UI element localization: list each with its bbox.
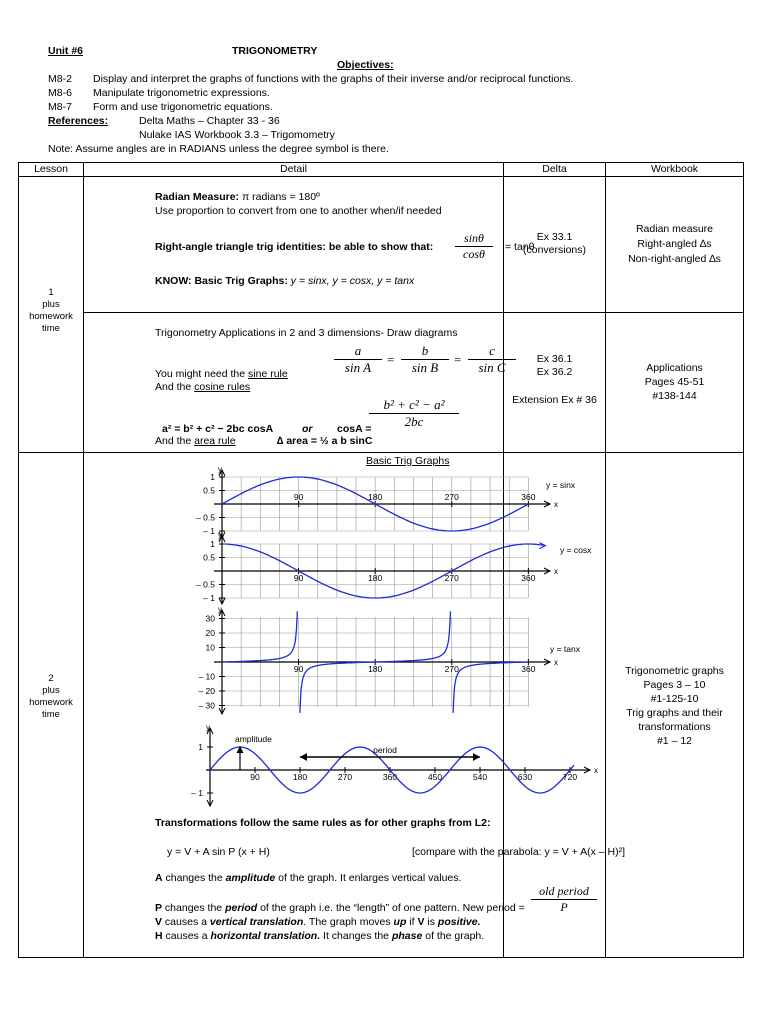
trig-graphs (84, 465, 598, 825)
x-tick-label: 360 (382, 772, 398, 782)
h-text: It changes the (320, 930, 392, 942)
graphs-title: Basic Trig Graphs (366, 455, 450, 467)
lesson-cell (19, 453, 84, 958)
workbook-item: Right-angled ∆s (637, 238, 712, 250)
h-emphasis: horizontal translation. (210, 930, 321, 942)
x-axis-label: x (554, 500, 558, 509)
sine-rule-prefix: You might need the (155, 368, 249, 380)
header-workbook: Workbook (606, 163, 744, 177)
y-axis-label: y (218, 465, 222, 474)
v-symbol: V (155, 916, 163, 928)
x-tick-label: 180 (368, 664, 383, 674)
tangent-label: y = tanx (550, 644, 581, 654)
references-label: References: (48, 115, 109, 127)
delta-item: Ex 36.2 (536, 366, 573, 378)
y-axis-label: y (218, 531, 222, 540)
radian-label: Radian Measure: (155, 191, 240, 203)
sine-label: y = sinx (546, 480, 576, 490)
x-tick-label: 90 (293, 664, 304, 674)
v-positive: positive. (437, 916, 481, 928)
y-tick-label: 30 (205, 613, 215, 624)
lesson-number: 1 (48, 287, 54, 298)
area-equation: ∆ area = ½ a b sinC (277, 435, 373, 447)
x-tick-label: 180 (368, 492, 383, 502)
cosine-prefix: And the (155, 381, 195, 393)
header-lesson: Lesson (19, 163, 84, 177)
v-text: causes a (162, 916, 210, 928)
sine-numerator: b (401, 343, 449, 360)
workbook-item: Non-right-angled ∆s (628, 253, 721, 265)
x-tick-label: 270 (444, 664, 459, 674)
lesson-number: 2 (48, 673, 54, 684)
y-tick-label: 0.5 (203, 552, 215, 563)
sine-numerator: a (334, 343, 382, 360)
y-tick-label: – 0.5 (196, 512, 215, 523)
unit-label: Unit #6 (48, 45, 84, 57)
p-emphasis: period (225, 902, 258, 914)
sine-rule-link: sine rule (248, 368, 288, 380)
a-emphasis: amplitude (225, 872, 276, 884)
equals-sign: = (454, 352, 462, 367)
y-tick-label: – 10 (198, 671, 215, 682)
h-phase: phase (391, 930, 423, 942)
p-text: changes the (162, 902, 226, 914)
workbook-item: Applications (646, 362, 703, 374)
identity-denominator: cosθ (463, 247, 485, 261)
v-emphasis: vertical translation (209, 916, 304, 928)
area-prefix: And the (155, 435, 195, 447)
v-text: if (406, 916, 418, 928)
header-delta: Delta (504, 163, 606, 177)
x-tick-label: 720 (562, 772, 578, 782)
sine-fraction-a (334, 343, 382, 376)
objective-code: M8-2 (48, 73, 72, 85)
cosine-denominator: 2bc (404, 414, 424, 429)
period-arrow (300, 753, 307, 761)
y-tick-label: 0.5 (203, 485, 215, 496)
workbook-item: #1 – 12 (656, 735, 693, 747)
x-tick-label: 90 (293, 492, 304, 502)
sine-denominator: sin B (411, 360, 439, 375)
y-tick-label: – 20 (198, 686, 215, 696)
a-symbol: A (155, 872, 163, 884)
cosine-rules-link: cosine rules (194, 381, 251, 393)
lesson-text: time (42, 323, 60, 334)
cosine-label: y = cosx (560, 545, 592, 555)
objective-code: M8-6 (48, 87, 72, 99)
h-text: causes a (162, 930, 211, 942)
new-period-denominator: P (560, 900, 568, 914)
new-period-fraction (531, 884, 597, 915)
a-text: changes the (162, 872, 226, 884)
delta-item: Ex 33.1 (536, 231, 573, 243)
delta-item: Ex 36.1 (536, 353, 573, 365)
workbook-item: Pages 3 – 10 (643, 679, 706, 691)
x-tick-label: 90 (250, 772, 260, 782)
lesson-text: homework (29, 697, 73, 708)
cosA-label: cosA = (337, 423, 372, 435)
workbook-item: transformations (638, 721, 711, 733)
table-row (19, 177, 744, 313)
transform-title: Transformations follow the same rules as for other graphs from L2: (155, 817, 491, 829)
proportion-text: Use proportion to convert from one to another when/if needed (155, 205, 442, 217)
sine-denominator: sin A (344, 360, 372, 375)
x-axis-label: x (554, 567, 558, 576)
h-text: of the graph. (422, 930, 485, 942)
x-tick-label: 180 (292, 772, 308, 782)
y-axis-label: y (206, 723, 210, 732)
y-tick-label: 10 (205, 642, 215, 653)
x-tick-label: 270 (444, 573, 459, 583)
know-graphs: y = sinx, y = cosx, y = tanx (290, 275, 415, 287)
y-tick-label: – 30 (198, 700, 215, 711)
objective-text: Form and use trigonometric equations. (93, 101, 273, 113)
x-tick-label: 360 (521, 492, 536, 502)
v-text: is (424, 916, 438, 928)
lesson-text: time (42, 709, 60, 720)
x-tick-label: 540 (472, 772, 488, 782)
table-row (19, 313, 744, 453)
objectives-label: Objectives: (337, 59, 394, 71)
x-axis-label: x (594, 766, 598, 775)
cosine-equation: a² = b² + c² − 2bc cosA (162, 423, 274, 435)
detail-cell (84, 453, 626, 958)
objective-text: Manipulate trigonometric expressions. (93, 87, 270, 99)
delta-item: Extension Ex # 36 (512, 394, 597, 406)
y-tick-label: – 0.5 (196, 579, 215, 590)
p-symbol: P (155, 902, 163, 914)
amplitude-label: amplitude (235, 734, 272, 744)
detail-cell (84, 313, 504, 453)
sine-numerator: c (468, 343, 516, 360)
objective-text: Display and interpret the graphs of functions with the graphs of their inverse and/or reciprocal functions. (93, 73, 574, 85)
know-label: KNOW: Basic Trig Graphs: (155, 275, 288, 287)
workbook-cell (606, 177, 744, 313)
sine-fraction-c (468, 343, 516, 376)
v-up: up (393, 916, 407, 928)
reference-item: Nulake IAS Workbook 3.3 – Trigomometry (139, 129, 335, 141)
a-text: of the graph. It enlarges vertical values. (275, 872, 462, 884)
x-tick-label: 630 (517, 772, 533, 782)
y-tick-label: – 1 (203, 526, 215, 536)
note-text: Note: Assume angles are in RADIANS unless the degree symbol is there. (48, 143, 389, 155)
parabola-compare: [compare with the parabola: y = V + A(x – H)²] (412, 846, 626, 858)
radian-equation: π radians = 180º (241, 191, 320, 203)
workbook-item: #138-144 (652, 390, 697, 402)
header-detail: Detail (84, 163, 504, 177)
area-rule-link: area rule (194, 435, 236, 447)
lesson-table (18, 162, 744, 958)
transform-formula: y = V + A sin P (x + H) (167, 846, 270, 858)
x-tick-label: 90 (293, 573, 304, 583)
y-tick-label: 1 (210, 539, 215, 549)
reference-item: Delta Maths – Chapter 33 - 36 (139, 115, 280, 127)
v-text: . The graph moves (303, 916, 394, 928)
period-label: period (373, 745, 397, 755)
v-symbol: V (417, 916, 425, 928)
period-arrow (473, 753, 480, 761)
y-tick-label: – 1 (203, 593, 215, 603)
cosine-numerator: b² + c² − a² (369, 397, 459, 414)
x-axis-label: x (554, 658, 558, 667)
sine-denominator: sin C (478, 360, 506, 375)
workbook-item: Radian measure (635, 223, 714, 235)
y-tick-label: 1 (210, 472, 215, 482)
new-period-numerator: old period (531, 884, 597, 900)
sine-fraction-b (401, 343, 449, 376)
workbook-item: Pages 45-51 (644, 376, 705, 388)
objective-code: M8-7 (48, 101, 72, 113)
delta-cell (504, 453, 606, 958)
cosine-fraction (369, 397, 459, 430)
detail-cell (84, 177, 535, 313)
tangent-curve (222, 611, 297, 662)
delta-item: (conversions) (522, 244, 587, 256)
applications-title: Trigonometry Applications in 2 and 3 dimensions- Draw diagrams (155, 327, 458, 339)
workbook-item: Trigonometric graphs (625, 665, 724, 677)
x-tick-label: 450 (427, 772, 443, 782)
page-title: TRIGONOMETRY (232, 45, 318, 57)
lesson-text: plus (42, 299, 60, 310)
y-axis-label: y (218, 605, 222, 614)
or-text: or (302, 423, 313, 435)
equals-sign: = (387, 352, 395, 367)
x-tick-label: 360 (521, 664, 536, 674)
table-row (19, 453, 744, 958)
amplitude-arrow (237, 747, 243, 753)
y-tick-label: 1 (198, 742, 203, 752)
workbook-cell (606, 453, 744, 958)
x-tick-label: 270 (337, 772, 353, 782)
y-tick-label: 20 (205, 628, 215, 638)
x-tick-label: 360 (521, 573, 536, 583)
x-tick-label: 180 (368, 573, 383, 583)
identity-fraction (455, 231, 493, 262)
workbook-item: Trig graphs and their (626, 707, 723, 719)
lesson-text: plus (42, 685, 60, 696)
y-tick-label: – 1 (191, 788, 203, 798)
lesson-cell (19, 177, 84, 453)
delta-cell (504, 313, 606, 453)
identity-rhs: = tanθ (505, 241, 535, 253)
identity-label: Right-angle triangle trig identities: be able to show that: (155, 241, 434, 253)
p-text: of the graph i.e. the “length” of one pattern. New period = (257, 902, 525, 914)
x-tick-label: 270 (444, 492, 459, 502)
lesson-text: homework (29, 311, 73, 322)
workbook-item: #1-125-10 (650, 693, 699, 705)
h-symbol: H (155, 930, 163, 942)
identity-numerator: sinθ (455, 231, 493, 247)
table-header-row (19, 163, 744, 177)
workbook-cell (606, 313, 744, 453)
